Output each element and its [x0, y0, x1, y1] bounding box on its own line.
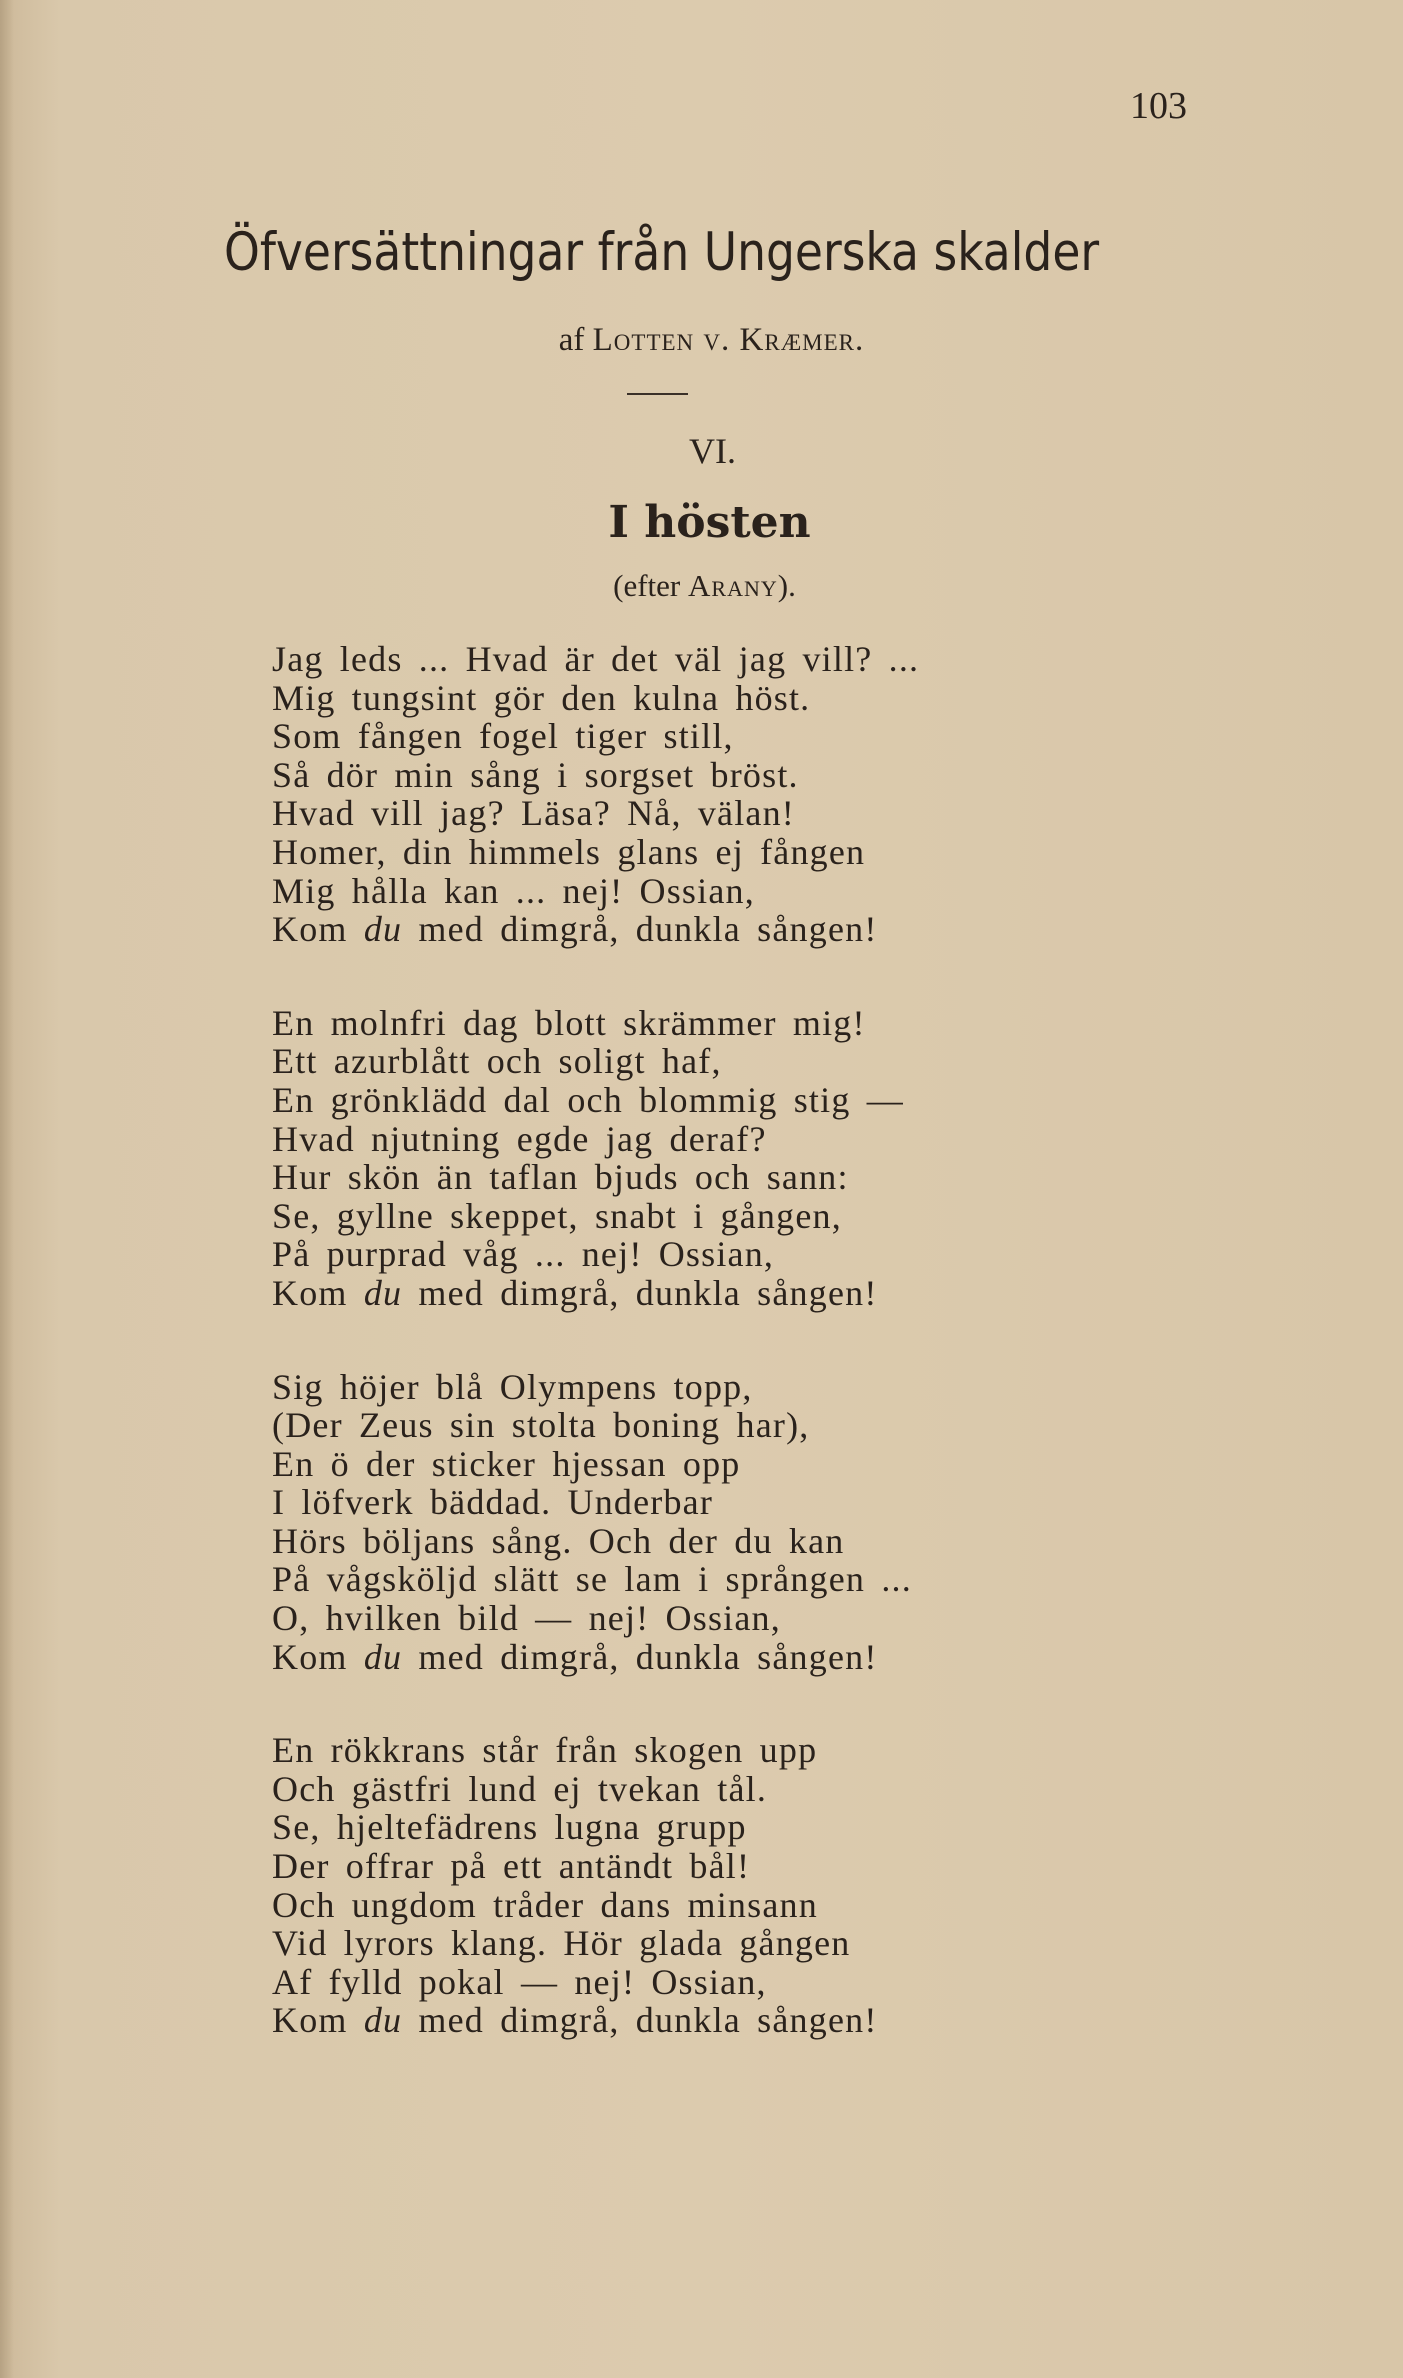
poem-line: Se, gyllne skeppet, snabt i gången,: [272, 1195, 842, 1236]
poem-line: Och ungdom tråder dans minsann: [272, 1884, 818, 1925]
poem-line: Homer, din himmels glans ej fången: [272, 831, 866, 872]
refrain-emphasis: du: [363, 2000, 403, 2041]
refrain-line: [272, 1638, 1272, 1677]
poem-line: Hvad vill jag? Läsa? Nå, välan!: [272, 793, 796, 834]
poem-line: Vid lyrors klang. Hör glada gången: [272, 1923, 851, 1964]
stanza: [272, 1731, 1272, 2040]
poem-line: Jag leds ... Hvad är det väl jag vill? ...: [272, 639, 920, 679]
source-suffix: ).: [777, 568, 796, 603]
poem-line: Der offrar på ett antändt bål!: [272, 1846, 751, 1887]
refrain-prefix: Kom: [272, 1272, 348, 1313]
source-prefix: (efter: [613, 568, 681, 603]
poem-line: Som fången fogel tiger still,: [272, 716, 734, 757]
poem-line: Af fylld pokal — nej! Ossian,: [272, 1961, 767, 2002]
poem-line: Hörs böljans sång. Och der du kan: [272, 1520, 845, 1561]
byline-author: Lotten v. Kræmer.: [592, 322, 865, 358]
stanza: [272, 640, 1272, 949]
divider-rule: [627, 393, 688, 395]
refrain-suffix: med dimgrå, dunkla sången!: [418, 1636, 878, 1677]
poem-line: Och gästfri lund ej tvekan tål.: [272, 1768, 768, 1809]
refrain-prefix: Kom: [272, 909, 348, 950]
stanza: [272, 1368, 1272, 1677]
refrain-emphasis: du: [363, 909, 403, 950]
refrain-line: [272, 910, 1272, 949]
poem-title: I hösten: [608, 497, 811, 548]
poem-line: Se, hjeltefädrens lugna grupp: [272, 1807, 747, 1848]
poem-line: (Der Zeus sin stolta boning har),: [272, 1405, 810, 1446]
refrain-line: [272, 1274, 1272, 1313]
refrain-suffix: med dimgrå, dunkla sången!: [418, 2000, 878, 2041]
poem-line: En rökkrans står från skogen upp: [272, 1730, 818, 1771]
byline: [0, 322, 1403, 359]
poem-line: En molnfri dag blott skrämmer mig!: [272, 1002, 866, 1043]
refrain-prefix: Kom: [272, 2000, 348, 2041]
poem-line: På purprad våg ... nej! Ossian,: [272, 1234, 775, 1275]
poem-line: Hvad njutning egde jag deraf?: [272, 1118, 767, 1159]
source-name: Arany: [688, 568, 778, 603]
stanza: [272, 1004, 1272, 1313]
refrain-prefix: Kom: [272, 1636, 348, 1677]
poem-line: En ö der sticker hjessan opp: [272, 1443, 741, 1484]
poem-body: [272, 640, 1272, 2095]
section-numeral: VI.: [689, 431, 736, 471]
poem-line: Mig tungsint gör den kulna höst.: [272, 677, 811, 718]
refrain-emphasis: du: [363, 1272, 403, 1313]
refrain-suffix: med dimgrå, dunkla sången!: [418, 909, 878, 950]
poem-line: I löfverk bäddad. Underbar: [272, 1482, 714, 1523]
byline-prefix: af: [558, 322, 585, 358]
poem-line: Hur skön än taflan bjuds och sann:: [272, 1157, 849, 1198]
refrain-suffix: med dimgrå, dunkla sången!: [418, 1272, 878, 1313]
poem-line: På vågsköljd slätt se lam i sprången ...: [272, 1559, 912, 1600]
page-number: 103: [1130, 85, 1187, 127]
refrain-emphasis: du: [363, 1636, 403, 1677]
poem-line: Sig höjer blå Olympens topp,: [272, 1366, 753, 1407]
poem-line: Ett azurblått och soligt haf,: [272, 1041, 722, 1082]
poem-line: Mig hålla kan ... nej! Ossian,: [272, 870, 755, 911]
poem-line: Så dör min sång i sorgset bröst.: [272, 754, 799, 795]
poem-line: En grönklädd dal och blommig stig —: [272, 1079, 904, 1120]
source-attribution: [0, 568, 1403, 604]
poem-line: O, hvilken bild — nej! Ossian,: [272, 1598, 781, 1639]
page-title: Öfversättningar från Ungerska skalder: [224, 222, 1100, 283]
refrain-line: [272, 2001, 1272, 2040]
